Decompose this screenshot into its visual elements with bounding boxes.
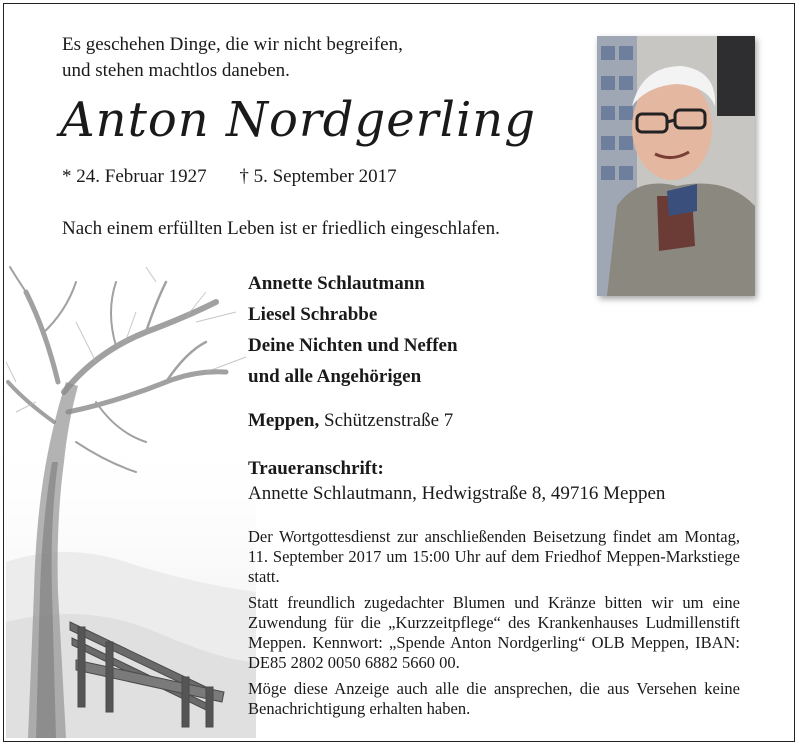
- service-notes: [248, 527, 740, 725]
- family-address: [248, 410, 453, 432]
- motto-line: und stehen machtlos daneben.: [62, 60, 290, 81]
- mourner-name: Liesel Schrabbe: [248, 304, 378, 325]
- life-dates: [62, 166, 397, 188]
- mourner-name: Annette Schlautmann: [248, 273, 425, 294]
- death-date: † 5. September 2017: [239, 166, 397, 187]
- condolence-address-line: Annette Schlautmann, Hedwigstraße 8, 49716 Meppen: [248, 483, 666, 504]
- condolence-heading: Traueranschrift:: [248, 458, 384, 479]
- motto-line: Es geschehen Dinge, die wir nicht begreifen,: [62, 34, 403, 55]
- intro-text: Nach einem erfüllten Leben ist er friedlich eingeschlafen.: [62, 218, 500, 239]
- mourner-name: Deine Nichten und Neffen: [248, 335, 458, 356]
- address-street: Schützenstraße 7: [324, 410, 454, 431]
- address-city: Meppen,: [248, 410, 320, 431]
- motto: [62, 32, 403, 84]
- funeral-service-note: Der Wortgottesdienst zur anschließenden Beisetzung findet am Montag, 11. September 2017 um 15:00 Uhr auf dem Friedhof Meppen-Markstiege statt.: [248, 527, 740, 586]
- mourner-name: und alle Angehörigen: [248, 366, 422, 387]
- condolence-address: [248, 456, 665, 506]
- portrait-photo: [597, 36, 755, 296]
- birth-date: * 24. Februar 1927: [62, 166, 207, 187]
- deceased-name: Anton Nordgerling: [60, 92, 536, 148]
- apology-note: Möge diese Anzeige auch alle die ansprechen, die aus Versehen keine Benachrichtigung erhalten haben.: [248, 679, 740, 718]
- donation-note: Statt freundlich zugedachter Blumen und Kränze bitten wir um eine Zuwendung für die „Kurzzeitpflege“ des Krankenhauses Ludmillenstift Meppen. Kennwort: „Spende Anton Nordgerling“ OLB Meppen, IBAN: DE85 2802 0050 6882 5660 00.: [248, 593, 740, 672]
- tree-bench-illustration: [6, 262, 256, 738]
- mourners-list: [248, 268, 458, 392]
